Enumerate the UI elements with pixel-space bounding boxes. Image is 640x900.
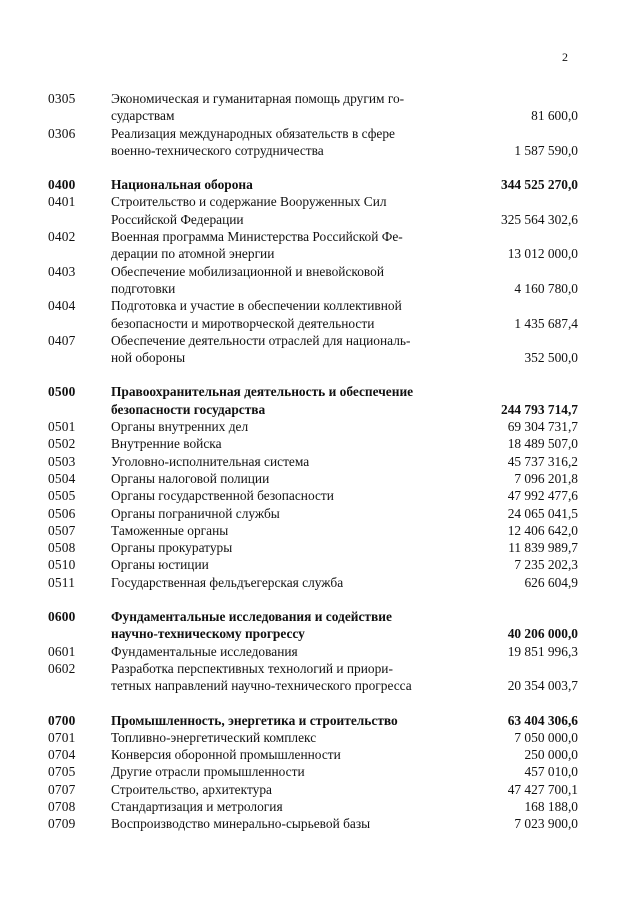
row-amount: 24 065 041,5	[507, 505, 578, 521]
row-code: 0400	[48, 177, 76, 193]
row-code: 0707	[48, 781, 76, 797]
row-name-line: Обеспечение деятельности отраслей для националь-	[111, 332, 411, 348]
row-amount: 7 050 000,0	[514, 729, 578, 745]
row-amount: 11 839 989,7	[508, 540, 578, 556]
row-name-line: тетных направлений научно-технического прогресса	[111, 678, 412, 694]
row-amount: 13 012 000,0	[507, 246, 578, 262]
row-name	[111, 539, 455, 556]
row-amount: 626 604,9	[524, 574, 578, 590]
row-name	[111, 297, 455, 332]
table-row	[48, 781, 578, 798]
table-row	[48, 193, 578, 228]
row-amount: 250 000,0	[524, 747, 578, 763]
row-name-line: ной обороны	[111, 350, 186, 366]
row-amount: 40 206 000,0	[507, 626, 578, 642]
row-name	[111, 574, 455, 591]
row-name-line: Правоохранительная деятельность и обеспечение	[111, 384, 414, 400]
row-code: 0510	[48, 557, 76, 573]
table-row	[48, 574, 578, 591]
row-code: 0709	[48, 816, 76, 832]
row-amount: 69 304 731,7	[507, 419, 578, 435]
row-amount: 325 564 302,6	[501, 211, 578, 227]
row-amount: 47 427 700,1	[507, 781, 578, 797]
section-header-row	[48, 712, 578, 729]
row-name-line: безопасности и миротворческой деятельности	[111, 315, 375, 331]
row-name	[111, 608, 455, 643]
row-amount: 344 525 270,0	[501, 177, 578, 193]
row-name-line: Реализация международных обязательств в сфере	[111, 125, 395, 141]
table-row	[48, 522, 578, 539]
table-row	[48, 487, 578, 504]
row-amount: 244 793 714,7	[501, 401, 578, 417]
row-code: 0505	[48, 488, 76, 504]
row-amount: 20 354 003,7	[507, 678, 578, 694]
row-name	[111, 781, 455, 798]
row-amount: 47 992 477,6	[507, 488, 578, 504]
row-name	[111, 332, 455, 367]
row-code: 0407	[48, 332, 76, 348]
row-name	[111, 383, 455, 418]
row-code: 0701	[48, 729, 76, 745]
row-name-line: военно-технического сотрудничества	[111, 142, 324, 158]
row-name-line: Органы государственной безопасности	[111, 488, 334, 504]
row-name	[111, 798, 455, 815]
row-name	[111, 522, 455, 539]
section-header-row	[48, 383, 578, 418]
table-row	[48, 90, 578, 125]
row-name-line: Обеспечение мобилизационной и вневойсковой	[111, 263, 384, 279]
section-spacer	[48, 591, 578, 608]
page-number: 2	[562, 50, 568, 64]
section-spacer	[48, 366, 578, 383]
row-code: 0511	[48, 574, 76, 590]
row-name-line: безопасности государства	[111, 401, 266, 417]
row-amount: 7 096 201,8	[514, 470, 578, 486]
row-code: 0705	[48, 764, 76, 780]
row-name-line: Промышленность, энергетика и строительство	[111, 712, 398, 728]
row-name-line: Разработка перспективных технологий и приори-	[111, 660, 393, 676]
row-amount: 63 404 306,6	[507, 712, 578, 728]
row-code: 0306	[48, 125, 76, 141]
row-name-line: Таможенные органы	[111, 522, 229, 538]
table-row	[48, 297, 578, 332]
row-name	[111, 435, 455, 452]
table-row	[48, 228, 578, 263]
row-code: 0305	[48, 91, 76, 106]
row-name	[111, 470, 455, 487]
row-name	[111, 763, 455, 780]
row-code: 0501	[48, 419, 76, 435]
table-row	[48, 435, 578, 452]
row-name	[111, 193, 455, 228]
row-name	[111, 176, 455, 193]
row-name-line: Конверсия оборонной промышленности	[111, 747, 341, 763]
budget-table	[48, 90, 578, 833]
row-code: 0708	[48, 798, 76, 814]
row-name-line: Органы прокуратуры	[111, 540, 233, 556]
row-name-line: Воспроизводство минерально-сырьевой базы	[111, 816, 371, 832]
row-amount: 12 406 642,0	[507, 522, 578, 538]
table-row	[48, 643, 578, 660]
table-row	[48, 746, 578, 763]
row-amount: 1 435 687,4	[514, 315, 578, 331]
table-row	[48, 539, 578, 556]
row-name-line: Экономическая и гуманитарная помощь другим го-	[111, 91, 405, 106]
row-amount: 352 500,0	[524, 350, 578, 366]
row-code: 0404	[48, 298, 76, 314]
row-name-line: сударствам	[111, 108, 175, 124]
row-code: 0504	[48, 470, 76, 486]
row-amount: 7 023 900,0	[514, 816, 578, 832]
row-name	[111, 556, 455, 573]
row-name	[111, 453, 455, 470]
table-row	[48, 125, 578, 160]
row-amount: 168 188,0	[524, 798, 578, 814]
table-row	[48, 763, 578, 780]
row-code: 0502	[48, 436, 76, 452]
row-code: 0507	[48, 522, 76, 538]
row-name	[111, 418, 455, 435]
row-code: 0704	[48, 747, 76, 763]
row-name-line: Фундаментальные исследования	[111, 643, 298, 659]
row-name-line: Уголовно-исполнительная система	[111, 453, 310, 469]
row-name	[111, 125, 455, 160]
row-name	[111, 487, 455, 504]
row-name	[111, 263, 455, 298]
row-code: 0602	[48, 660, 76, 676]
row-name-line: Военная программа Министерства Российской Фе-	[111, 229, 403, 245]
row-name-line: дерации по атомной энергии	[111, 246, 275, 262]
section-header-row	[48, 176, 578, 193]
row-amount: 81 600,0	[531, 108, 578, 124]
section-spacer	[48, 159, 578, 176]
row-name	[111, 729, 455, 746]
row-name	[111, 90, 455, 125]
row-name-line: Строительство и содержание Вооруженных Сил	[111, 194, 387, 210]
row-name-line: Органы пограничной службы	[111, 505, 280, 521]
row-name-line: Подготовка и участие в обеспечении коллективной	[111, 298, 402, 314]
row-code: 0503	[48, 453, 76, 469]
row-code: 0500	[48, 384, 76, 400]
row-name	[111, 746, 455, 763]
section-header-row	[48, 608, 578, 643]
row-code: 0601	[48, 643, 76, 659]
row-amount: 457 010,0	[524, 764, 578, 780]
row-name-line: Органы внутренних дел	[111, 419, 249, 435]
table-row	[48, 815, 578, 832]
table-row	[48, 556, 578, 573]
row-name-line: Фундаментальные исследования и содействие	[111, 609, 392, 625]
section-spacer	[48, 695, 578, 712]
row-name-line: Национальная оборона	[111, 177, 253, 193]
row-name-line: Строительство, архитектура	[111, 781, 272, 797]
row-code: 0508	[48, 540, 76, 556]
row-code: 0403	[48, 263, 76, 279]
row-code: 0700	[48, 712, 76, 728]
row-name-line: Российской Федерации	[111, 211, 244, 227]
row-name-line: научно-техническому прогрессу	[111, 626, 305, 642]
row-amount: 19 851 996,3	[507, 643, 578, 659]
table-row	[48, 470, 578, 487]
row-amount: 7 235 202,3	[514, 557, 578, 573]
row-code: 0401	[48, 194, 76, 210]
row-amount: 1 587 590,0	[514, 142, 578, 158]
row-name-line: Другие отрасли промышленности	[111, 764, 305, 780]
row-amount: 4 160 780,0	[514, 280, 578, 296]
table-row	[48, 418, 578, 435]
row-name	[111, 505, 455, 522]
row-name-line: подготовки	[111, 280, 176, 296]
row-name-line: Внутренние войска	[111, 436, 222, 452]
row-name-line: Органы юстиции	[111, 557, 209, 573]
table-row	[48, 729, 578, 746]
row-name	[111, 660, 455, 695]
table-row	[48, 332, 578, 367]
row-name-line: Органы налоговой полиции	[111, 470, 270, 486]
table-row	[48, 798, 578, 815]
row-name-line: Стандартизация и метрология	[111, 798, 283, 814]
row-amount: 45 737 316,2	[507, 453, 578, 469]
row-code: 0402	[48, 229, 76, 245]
row-amount: 18 489 507,0	[507, 436, 578, 452]
row-name	[111, 712, 455, 729]
table-row	[48, 660, 578, 695]
row-code: 0506	[48, 505, 76, 521]
table-row	[48, 505, 578, 522]
row-code: 0600	[48, 609, 76, 625]
row-name	[111, 228, 455, 263]
table-row	[48, 263, 578, 298]
row-name	[111, 643, 455, 660]
row-name	[111, 815, 455, 832]
row-name-line: Государственная фельдъегерская служба	[111, 574, 344, 590]
table-row	[48, 453, 578, 470]
row-name-line: Топливно-энергетический комплекс	[111, 729, 317, 745]
